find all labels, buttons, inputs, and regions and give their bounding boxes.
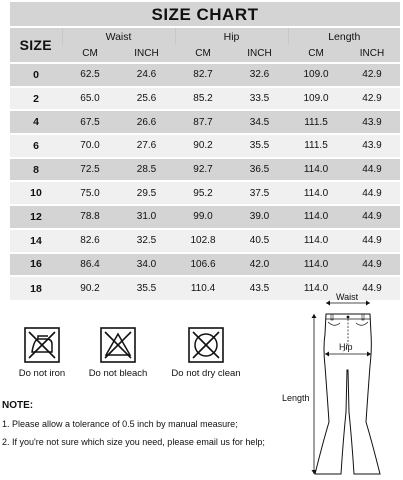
length-group-header: Length [288, 28, 400, 45]
waist-label: Waist [336, 292, 359, 302]
measurement-cell: 39.0 [231, 205, 288, 229]
hip-inch-header: INCH [231, 45, 288, 63]
measurement-cell: 62.5 [62, 63, 118, 87]
measurement-cell: 35.5 [231, 134, 288, 158]
length-label: Length [282, 393, 310, 403]
care-label: Do not iron [18, 368, 66, 379]
measurement-cell: 70.0 [62, 134, 118, 158]
care-label: Do not bleach [88, 368, 148, 379]
measurement-cell: 87.7 [175, 110, 231, 134]
measurement-cell: 44.9 [344, 205, 400, 229]
measurement-cell: 35.5 [118, 276, 175, 300]
waist-group-header: Waist [62, 28, 175, 45]
size-column-header: SIZE [10, 28, 62, 63]
hip-group-header: Hip [175, 28, 288, 45]
measurement-cell: 33.5 [231, 87, 288, 111]
size-cell: 2 [10, 87, 62, 111]
measurement-cell: 72.5 [62, 158, 118, 182]
waist-inch-header: INCH [118, 45, 175, 63]
measurement-cell: 114.0 [288, 229, 344, 253]
measurement-cell: 31.0 [118, 205, 175, 229]
measurement-cell: 37.5 [231, 181, 288, 205]
measurement-cell: 43.9 [344, 134, 400, 158]
measurement-cell: 65.0 [62, 87, 118, 111]
measurement-cell: 111.5 [288, 110, 344, 134]
measurement-cell: 99.0 [175, 205, 231, 229]
measurement-cell: 82.6 [62, 229, 118, 253]
measurement-cell: 92.7 [175, 158, 231, 182]
measurement-cell: 24.6 [118, 63, 175, 87]
measurement-cell: 40.5 [231, 229, 288, 253]
size-table [10, 28, 400, 300]
measurement-cell: 85.2 [175, 87, 231, 111]
measurement-cell: 28.5 [118, 158, 175, 182]
measurement-cell: 44.9 [344, 253, 400, 277]
measurement-cell: 109.0 [288, 87, 344, 111]
measurement-cell: 110.4 [175, 276, 231, 300]
measurement-cell: 42.9 [344, 63, 400, 87]
measurement-cell: 42.0 [231, 253, 288, 277]
size-cell: 6 [10, 134, 62, 158]
measurement-cell: 90.2 [62, 276, 118, 300]
length-cm-header: CM [288, 45, 344, 63]
measurement-cell: 95.2 [175, 181, 231, 205]
measurement-cell: 44.9 [344, 158, 400, 182]
measurement-cell: 32.6 [231, 63, 288, 87]
measurement-cell: 82.7 [175, 63, 231, 87]
measurement-cell: 26.6 [118, 110, 175, 134]
no-dry-clean-icon [188, 327, 224, 363]
no-iron-icon [24, 327, 60, 363]
flare-jeans-illustration [276, 292, 400, 478]
measurement-cell: 43.5 [231, 276, 288, 300]
measurement-cell: 32.5 [118, 229, 175, 253]
measurement-cell: 114.0 [288, 276, 344, 300]
measurement-cell: 27.6 [118, 134, 175, 158]
table-row [10, 205, 400, 229]
size-cell: 0 [10, 63, 62, 87]
measurement-cell: 78.8 [62, 205, 118, 229]
care-label: Do not dry clean [171, 368, 241, 379]
size-table-body [10, 63, 400, 300]
measurement-diagram [276, 292, 400, 478]
table-row [10, 63, 400, 87]
table-row [10, 158, 400, 182]
waist-cm-header: CM [62, 45, 118, 63]
measurement-cell: 44.9 [344, 181, 400, 205]
size-cell: 14 [10, 229, 62, 253]
measurement-cell: 43.9 [344, 110, 400, 134]
measurement-cell: 114.0 [288, 205, 344, 229]
measurement-cell: 102.8 [175, 229, 231, 253]
size-cell: 16 [10, 253, 62, 277]
table-row [10, 87, 400, 111]
care-do-not-bleach [76, 327, 160, 379]
table-row [10, 134, 400, 158]
measurement-cell: 109.0 [288, 63, 344, 87]
size-cell: 18 [10, 276, 62, 300]
hip-cm-header: CM [175, 45, 231, 63]
measurement-cell: 42.9 [344, 87, 400, 111]
measurement-cell: 106.6 [175, 253, 231, 277]
no-bleach-icon [100, 327, 136, 363]
measurement-cell: 44.9 [344, 229, 400, 253]
note-line-1: 1. Please allow a tolerance of 0.5 inch by manual measure; [2, 419, 238, 429]
measurement-cell: 67.5 [62, 110, 118, 134]
table-row [10, 229, 400, 253]
length-inch-header: INCH [344, 45, 400, 63]
size-cell: 12 [10, 205, 62, 229]
measurement-cell: 75.0 [62, 181, 118, 205]
table-row [10, 181, 400, 205]
measurement-cell: 36.5 [231, 158, 288, 182]
measurement-cell: 86.4 [62, 253, 118, 277]
measurement-cell: 25.6 [118, 87, 175, 111]
measurement-cell: 34.0 [118, 253, 175, 277]
care-do-not-iron [0, 327, 84, 379]
measurement-cell: 114.0 [288, 253, 344, 277]
measurement-cell: 44.9 [344, 276, 400, 300]
chart-title: SIZE CHART [10, 2, 400, 28]
note-heading: NOTE: [2, 400, 34, 411]
size-cell: 10 [10, 181, 62, 205]
table-row [10, 110, 400, 134]
measurement-cell: 90.2 [175, 134, 231, 158]
size-cell: 8 [10, 158, 62, 182]
care-do-not-dry-clean [164, 327, 248, 379]
size-cell: 4 [10, 110, 62, 134]
hip-label: Hip [339, 342, 353, 352]
measurement-cell: 111.5 [288, 134, 344, 158]
measurement-cell: 114.0 [288, 158, 344, 182]
measurement-cell: 34.5 [231, 110, 288, 134]
note-line-2: 2. If you're not sure which size you need, please email us for help; [2, 437, 265, 447]
table-row [10, 253, 400, 277]
measurement-cell: 114.0 [288, 181, 344, 205]
measurement-cell: 29.5 [118, 181, 175, 205]
size-chart [10, 2, 400, 300]
